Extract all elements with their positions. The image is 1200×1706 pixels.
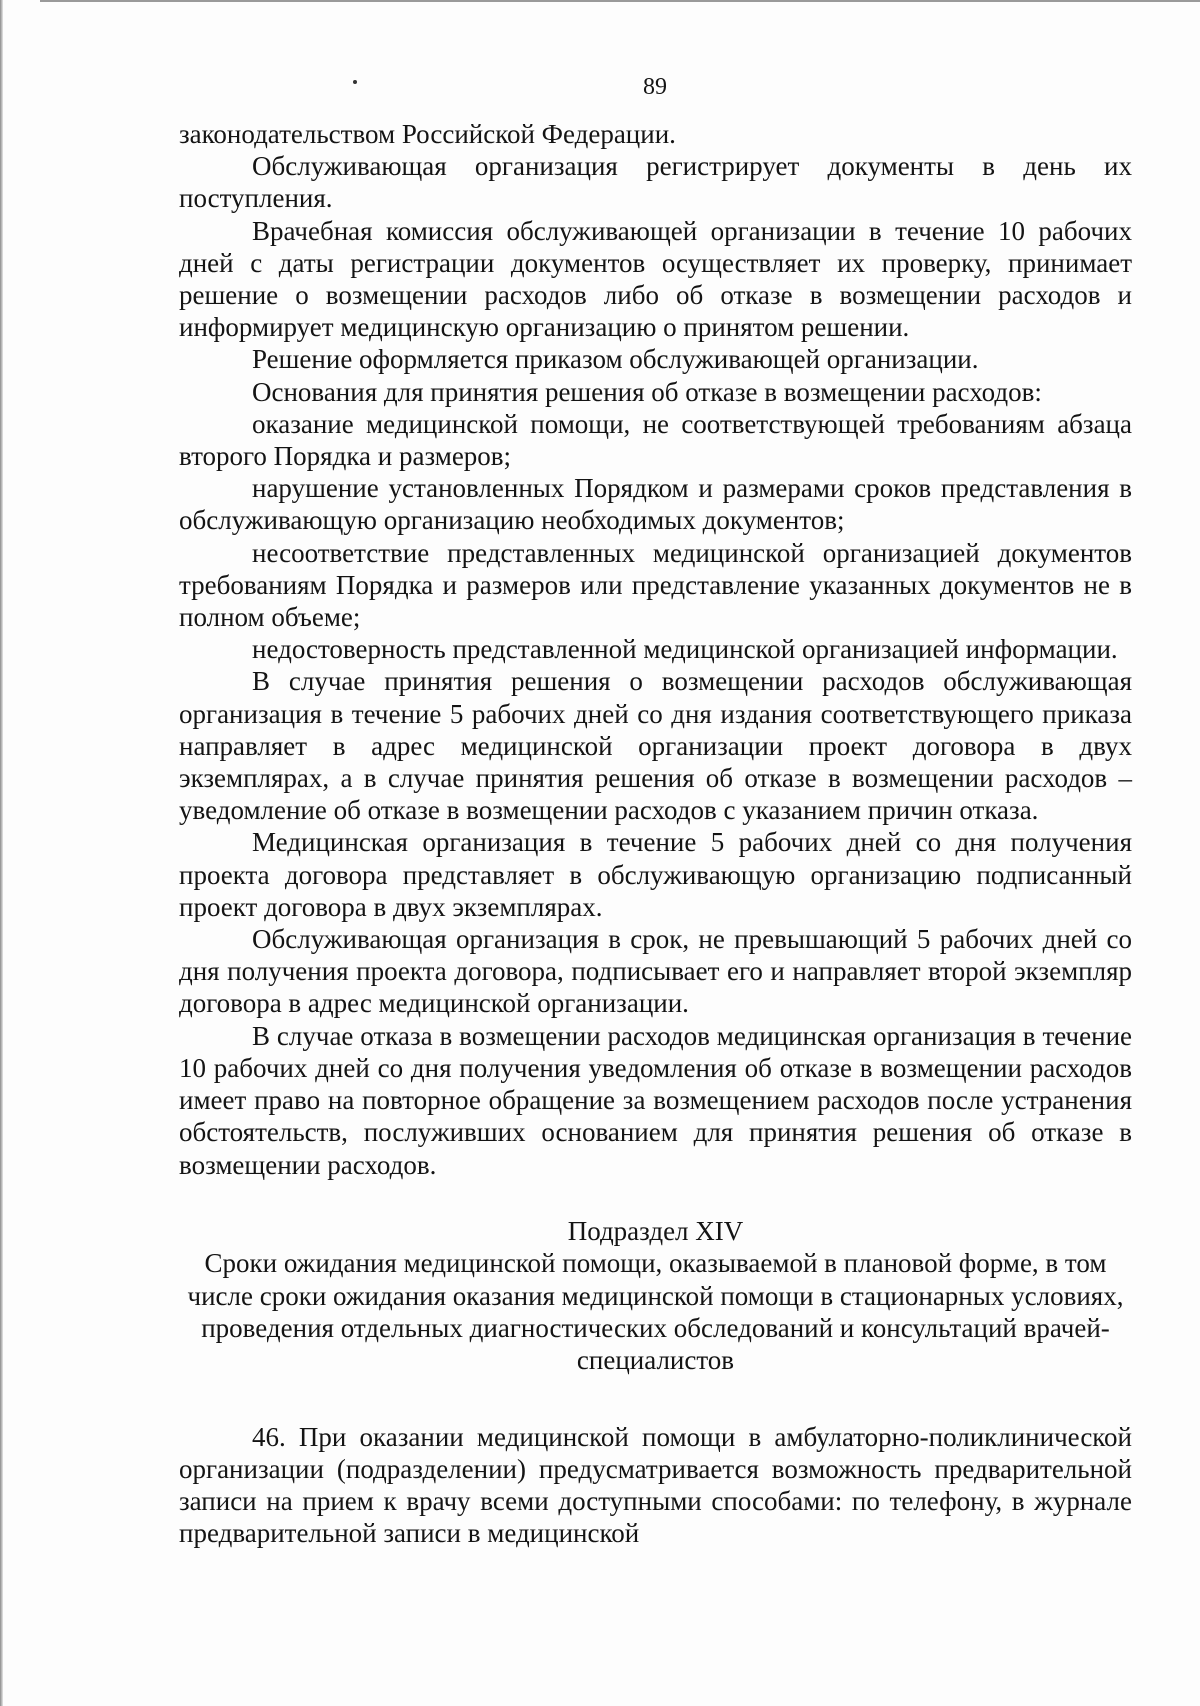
subsection-title: Подраздел XIV [567, 1215, 744, 1246]
scan-edge-top [40, 0, 1200, 2]
paragraph: Обслуживающая организация в срок, не превышающий 5 рабочих дней со дня получения проекта договора, подписывает его и направляет второй экземпляр договора в адрес медицинской организации. [179, 924, 1132, 1019]
paragraph: Основания для принятия решения об отказе в возмещении расходов: [252, 376, 1042, 407]
list-item-ground: несоответствие представленных медицинской организацией документов требованиям Порядка и размеров или представление указанных документов не в полном объеме; [179, 537, 1132, 633]
paragraph-continuation: законодательством Российской Федерации. [179, 119, 676, 149]
subsection-heading-block [179, 1215, 1132, 1377]
numbered-paragraph-46: 46. При оказании медицинской помощи в амбулаторно-поликлинической организации (подразделении) предусматривается возможность предварительной записи на прием к врачу всеми доступными способами: по телефону, в журнале предварительной записи в медицинской [179, 1421, 1132, 1549]
scan-edge-left [0, 0, 3, 1706]
paragraph: Врачебная комиссия обслуживающей организации в течение 10 рабочих дней с даты регистрации документов осуществляет их проверку, принимает решение о возмещении расходов либо об отказе в возмещении расходов и информирует медицинскую организацию о принятом решении. [179, 215, 1132, 343]
list-item-ground: нарушение установленных Порядком и размерами сроков представления в обслуживающую организацию необходимых документов; [179, 473, 1132, 536]
paragraph: В случае отказа в возмещении расходов медицинская организация в течение 10 рабочих дней со дня получения уведомления об отказе в возмещении расходов имеет право на повторное обращение за возмещением расходов после устранения обстоятельств, послуживших основанием для принятия решения об отказе в возмещении расходов. [179, 1020, 1132, 1180]
paragraph: Обслуживающая организация регистрирует документы в день их поступления. [179, 151, 1132, 214]
paragraph: Решение оформляется приказом обслуживающей организации. [252, 344, 979, 375]
document-body [179, 118, 1132, 1550]
paragraph: Медицинская организация в течение 5 рабочих дней со дня получения проекта договора представляет в обслуживающую организацию подписанный проект договора в двух экземплярах. [179, 827, 1132, 922]
list-item-ground: оказание медицинской помощи, не соответствующей требованиям абзаца второго Порядка и размеров; [179, 408, 1132, 472]
list-item-ground: недостоверность представленной медицинской организацией информации. [252, 634, 1118, 665]
subsection-heading: Сроки ожидания медицинской помощи, оказываемой в плановой форме, в том числе сроки ожидания оказания медицинской помощи в стационарных условиях, проведения отдельных диагностических обследований и консультаций врачей-специалистов [187, 1248, 1124, 1376]
paragraph: В случае принятия решения о возмещении расходов обслуживающая организация в течение 5 рабочих дней со дня издания соответствующего приказа направляет в адрес медицинской организации проект договора в двух экземплярах, а в случае принятия решения об отказе в возмещении расходов – уведомление об отказе в возмещении расходов с указанием причин отказа. [179, 666, 1132, 826]
page-number: 89 [643, 74, 667, 100]
